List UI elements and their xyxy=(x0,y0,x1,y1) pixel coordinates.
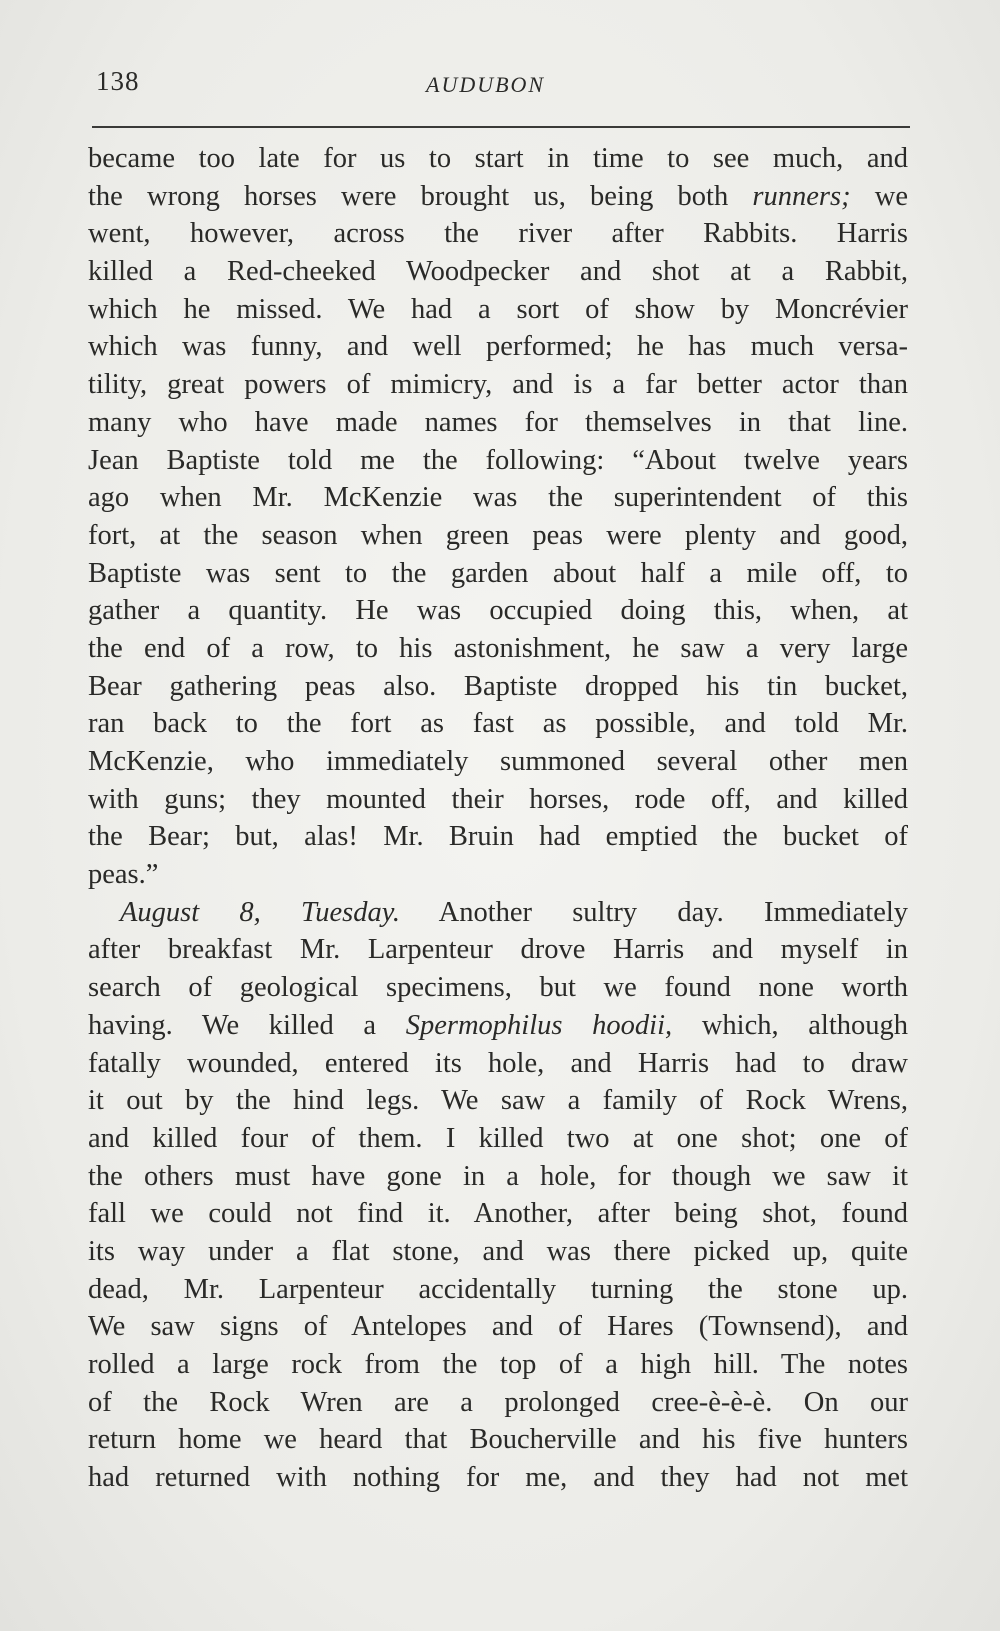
text-line xyxy=(88,1007,908,1045)
running-head: AUDUBON xyxy=(426,72,546,97)
body-text xyxy=(88,140,908,1497)
text-line: search of geological specimens, but we found none worth xyxy=(88,972,908,1004)
text-line: We saw signs of Antelopes and of Hares (Townsend), and xyxy=(88,1311,908,1343)
text-line: became too late for us to start in time to see much, and xyxy=(88,143,908,174)
text-line: the Bear; but, alas! Mr. Bruin had emptied the bucket of xyxy=(88,821,908,853)
text-line: fatally wounded, entered its hole, and Harris had to draw xyxy=(88,1047,908,1079)
text-line: dead, Mr. Larpenteur accidentally turning the stone up. xyxy=(88,1273,908,1305)
text-line: with guns; they mounted their horses, rode off, and killed xyxy=(88,783,908,815)
date-heading: August 8, Tuesday. xyxy=(120,896,400,928)
text-line: return home we heard that Boucherville and his five hunters xyxy=(88,1424,908,1456)
text-line: fall we could not find it. Another, after being shot, found xyxy=(88,1198,908,1230)
text-line: peas.” xyxy=(88,859,159,891)
text-line: its way under a flat stone, and was there picked up, quite xyxy=(88,1235,908,1267)
text-line: many who have made names for themselves in that line. xyxy=(88,406,908,438)
text-line: which he missed. We had a sort of show by Moncrévier xyxy=(88,293,908,325)
text-fragment: which, although xyxy=(701,1009,908,1041)
text-line xyxy=(88,178,908,216)
text-line: of the Rock Wren are a prolonged cree-è-è-è. On our xyxy=(88,1386,908,1418)
text-fragment: the wrong horses were brought us, being both xyxy=(88,180,729,212)
text-line: it out by the hind legs. We saw a family of Rock Wrens, xyxy=(88,1085,908,1117)
text-line: had returned with nothing for me, and they had not met xyxy=(88,1462,908,1494)
text-line: Jean Baptiste told me the following: “About twelve years xyxy=(88,444,908,476)
text-line: which was funny, and well performed; he has much versa- xyxy=(88,331,908,363)
page-number: 138 xyxy=(96,66,140,96)
page-header xyxy=(96,66,906,106)
text-line: Bear gathering peas also. Baptiste dropped his tin bucket, xyxy=(88,670,908,702)
text-line: killed a Red-cheeked Woodpecker and shot at a Rabbit, xyxy=(88,256,908,288)
text-line xyxy=(88,894,908,932)
text-line: rolled a large rock from the top of a high hill. The notes xyxy=(88,1349,908,1380)
header-rule xyxy=(92,126,910,128)
text-line: the others must have gone in a hole, for though we saw it xyxy=(88,1160,908,1192)
text-line: tility, great powers of mimicry, and is a far better actor than xyxy=(88,369,908,401)
text-line: gather a quantity. He was occupied doing this, when, at xyxy=(88,595,908,627)
text-line: McKenzie, who immediately summoned several other men xyxy=(88,746,908,777)
species-name: Spermophilus hoodii, xyxy=(405,1009,673,1041)
text-line: went, however, across the river after Rabbits. Harris xyxy=(88,218,908,250)
text-line: fort, at the season when green peas were plenty and good, xyxy=(88,519,908,551)
text-fragment: we xyxy=(874,180,908,212)
text-line: and killed four of them. I killed two at one shot; one of xyxy=(88,1122,908,1154)
text-line: ago when Mr. McKenzie was the superintendent of this xyxy=(88,482,908,514)
text-line: the end of a row, to his astonishment, he saw a very large xyxy=(88,632,908,664)
text-fragment: having. We killed a xyxy=(88,1009,377,1041)
text-line: ran back to the fort as fast as possible, and told Mr. xyxy=(88,708,908,740)
text-fragment: Another sultry day. Immediately xyxy=(438,896,908,928)
italic-word: runners; xyxy=(752,180,851,212)
text-line: after breakfast Mr. Larpenteur drove Harris and myself in xyxy=(88,934,908,966)
text-line: Baptiste was sent to the garden about half a mile off, to xyxy=(88,557,908,589)
